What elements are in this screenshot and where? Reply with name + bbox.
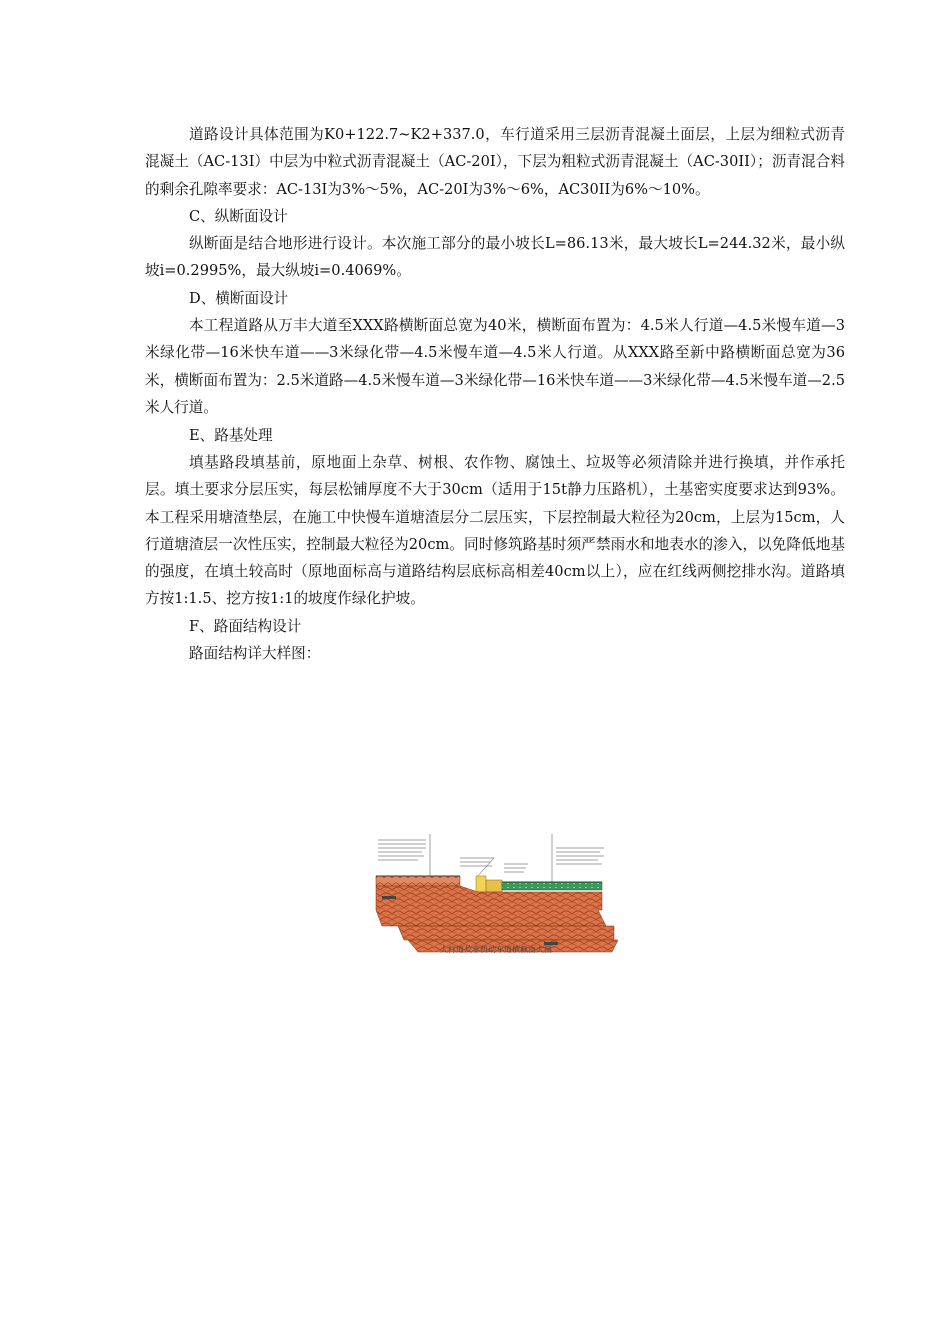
layer-label-mark-left [382,896,396,899]
heading-longitudinal-section: C、纵断面设计 [189,208,288,225]
paragraph-pavement-detail: 路面结构详大样图： [189,645,321,662]
left-annotation-block [378,834,430,878]
middle-annotation-block [460,858,528,878]
curb-stone [476,876,486,892]
figure-caption: 人行道及非机动车道横截面大图 [440,945,552,954]
heading-cross-section: D、横断面设计 [189,290,289,307]
paragraph-cross-section: 本工程道路从万丰大道至XXX路横断面总宽为40米，横断面布置为：4.5米人行道—4.5米慢车道—3米绿化带—16米快车道——3米绿化带—4.5米慢车道—4.5米人行道。从XXX路至新中路横断面总宽为36米，横断面布置为：2.5米道路—4.5米慢车道—3米绿化带—16米快车道——3米绿化带—4.5米慢车道—2.5米人行道。 [145,317,845,416]
heading-subgrade: E、路基处理 [189,427,273,444]
paragraph-longitudinal-section: 纵断面是结合地形进行设计。本次施工部分的最小坡长L=86.13米，最大坡长L=244.32米，最小纵坡i=0.2995%，最大纵坡i=0.4069%。 [145,235,845,280]
subbase-layer-lower [398,926,614,940]
sidewalk-surface [376,876,460,886]
curb-base [486,880,502,892]
green-belt [502,882,602,890]
paragraph-pavement-range: 道路设计具体范围为K0+122.7~K2+337.0，车行道采用三层沥青混凝土面层，上层为细粒式沥青混凝土（AC-13I）中层为中粒式沥青混凝土（AC-20I），下层为粗粒式沥青混凝土（AC-30II）；沥青混合料的剩余孔隙率要求：AC-13I为3%～5%，AC-20I为3%～6%，AC30II为6%～10%。 [145,126,845,198]
subbase-layer-upper [376,886,606,926]
right-annotation-block [552,834,604,890]
heading-pavement-structure: F、路面结构设计 [189,618,302,635]
paragraph-subgrade: 填基路段填基前，原地面上杂草、树根、农作物、腐蚀土、垃圾等必须清除并进行换填，并作承托层。填土要求分层压实，每层松铺厚度不大于30cm（适用于15t静力压路机），土基密实度要求达到93%。本工程采用塘渣垫层，在施工中快慢车道塘渣层分二层压实，下层控制最大粒径为20cm，上层为15cm，人行道塘渣层一次性压实，控制最大粒径为20cm。同时修筑路基时须严禁雨水和地表水的渗入，以免降低地基的强度，在填土较高时（原地面标高与道路结构层底标高相差40cm以上），应在红线两侧挖排水沟。道路填方按1:1.5、挖方按1:1的坡度作绿化护坡。 [145,454,845,608]
